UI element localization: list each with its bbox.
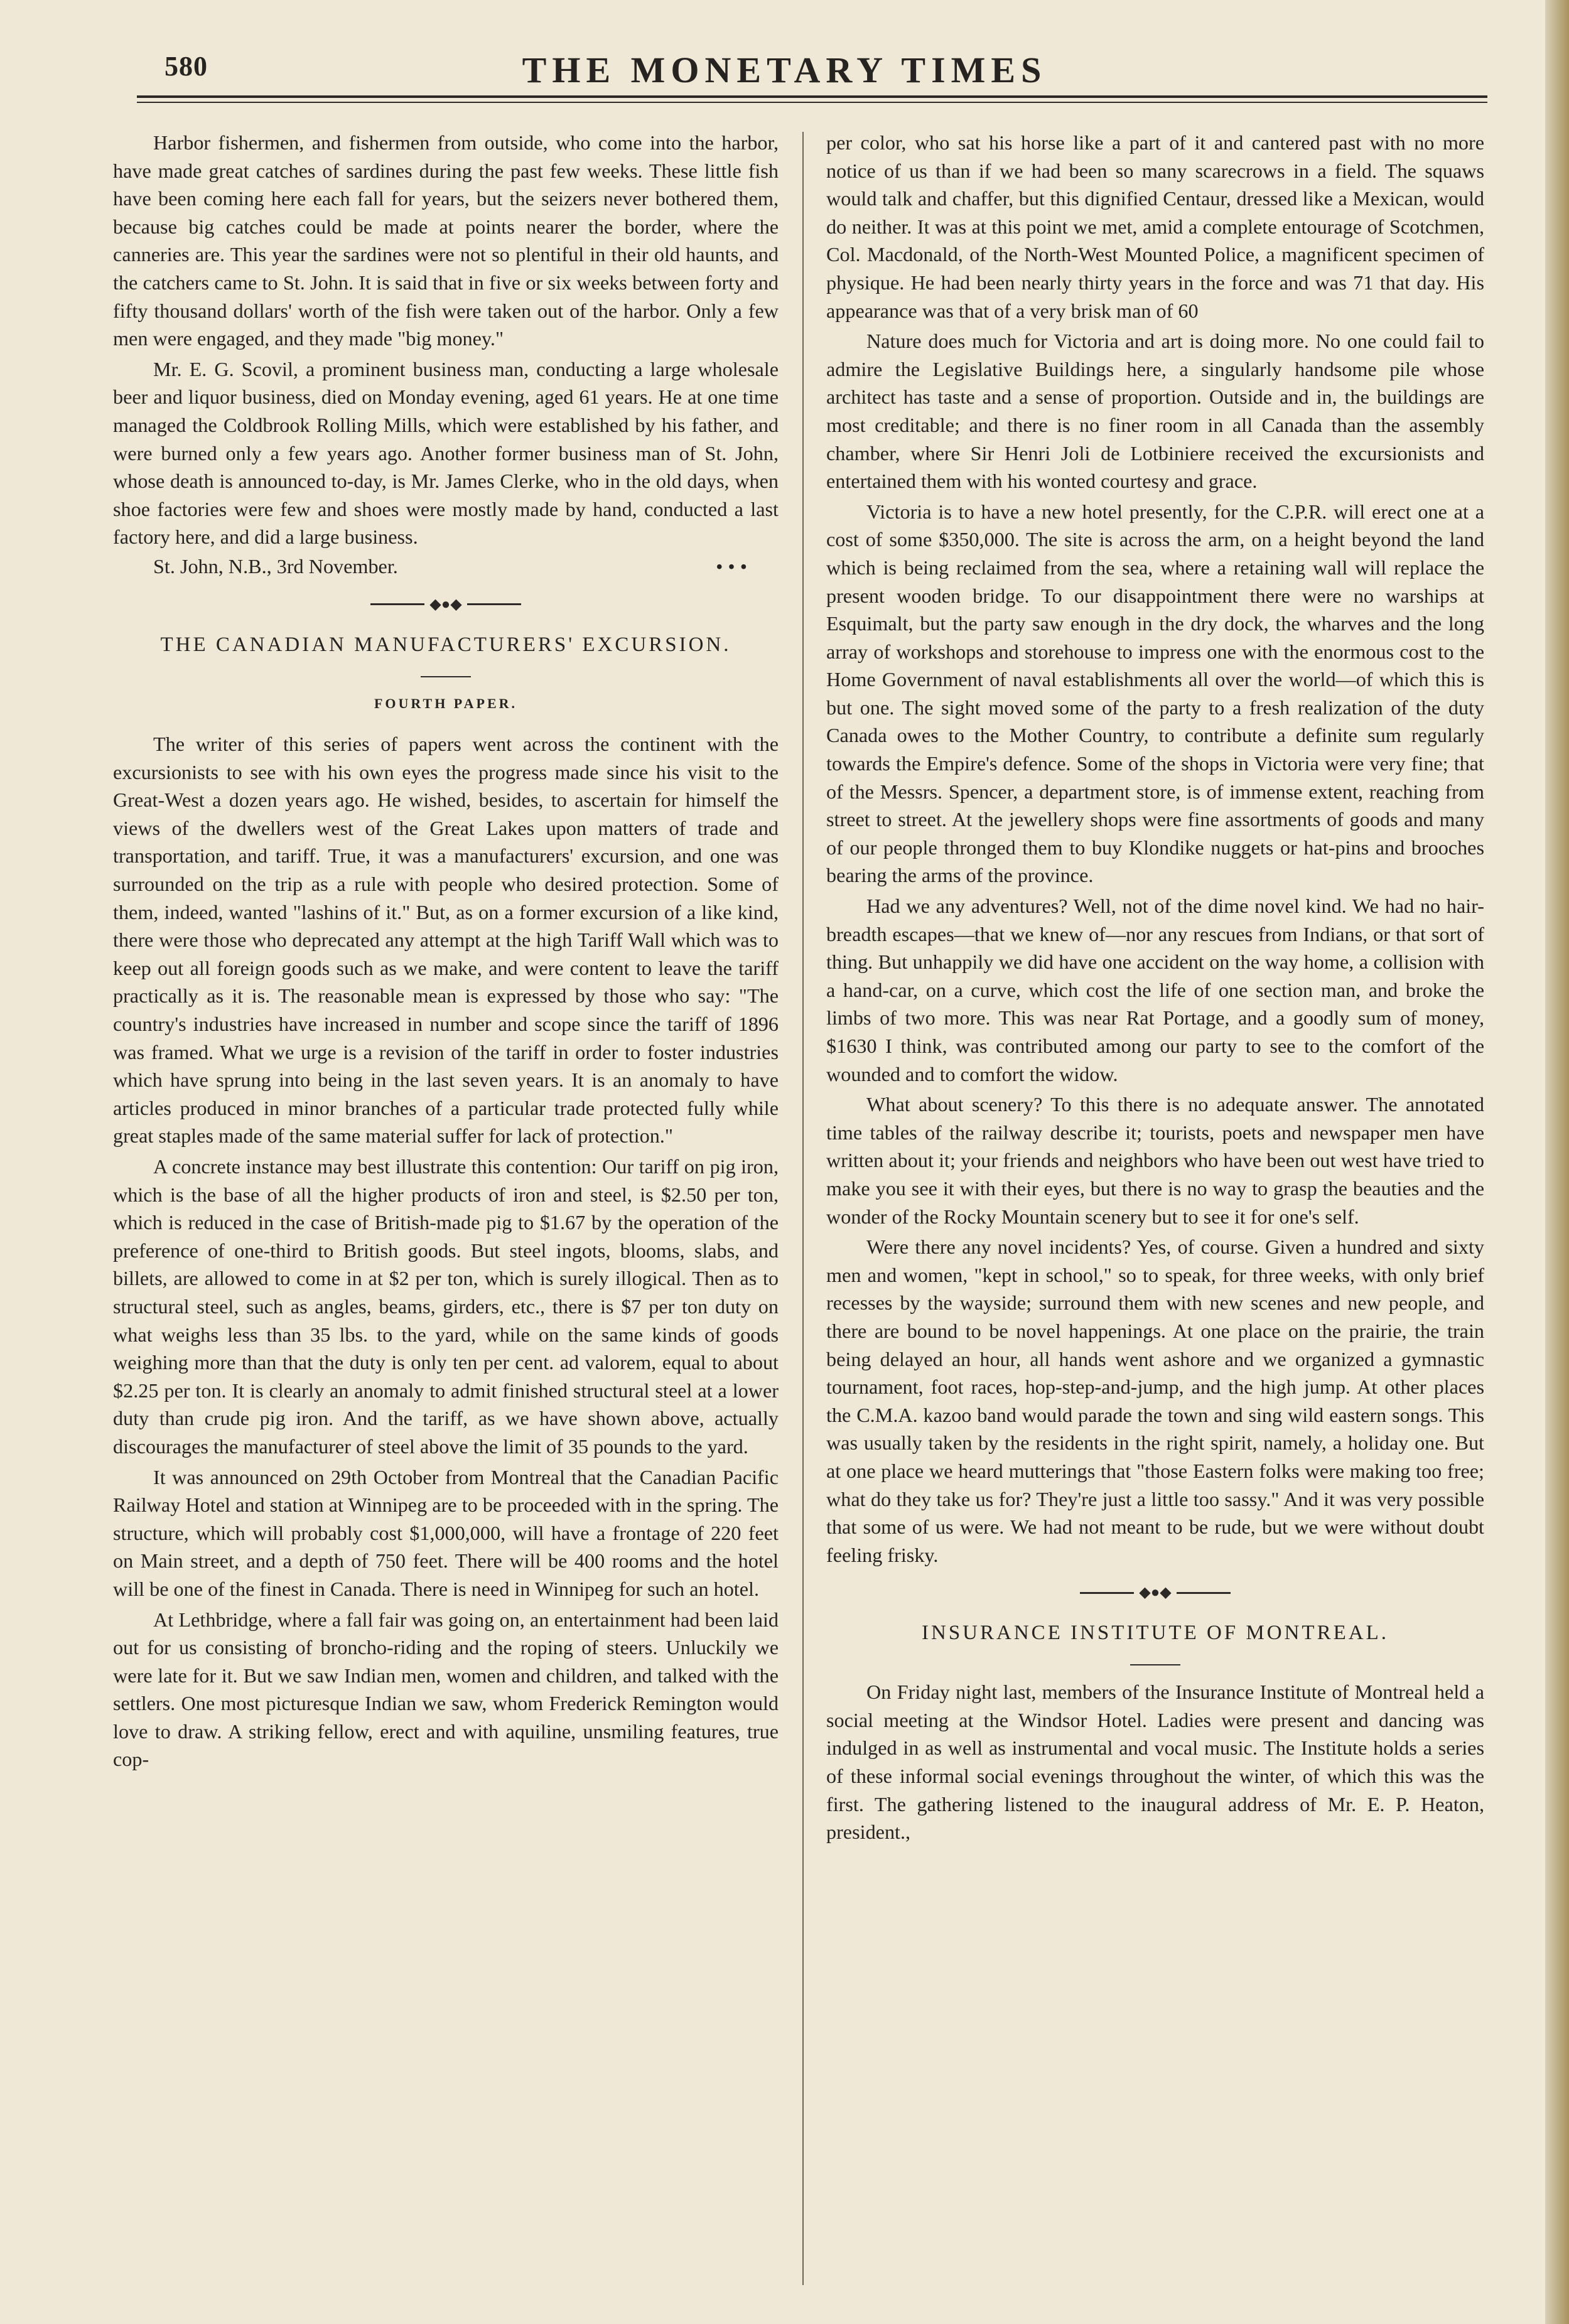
paragraph-incidents: Were there any novel incidents? Yes, of course. Given a hundred and sixty men and women, "kept in school," so to speak, for three weeks, with only brief recesses by the wayside; surround them with new scenes and new people, and there are bound to be novel happenings. At one place on the prairie, the train being delayed an hour, all hands went ashore and we organized a gymnastic tournament, foot races, hop-step-and-jump, and the high jump. At other places the C.M.A. kazoo band would parade the town and sing wild eastern songs. This was usually taken by the residents in the right spirit, namely, a holiday one. But at one place we heard mutterings that "those Eastern folks were making too free; what do they take us for? They're just a little too sassy." And it was very possible that some of us were. We had not meant to be rude, but we were without doubt feeling frisky. bbox=[826, 1235, 1484, 1566]
paragraph-victoria: Nature does much for Victoria and art is doing more. No one could fail to admire the Legislative Buildings here, a singularly handsome pile whose architect has taste and a sense of proportion. Outside and in, the buildings are most creditable; and there is no finer room in all Canada than the assembly chamber, where Sir Henri Joli de Lotbiniere received the excursionists and entertained them with his wonted courtesy and grace. bbox=[826, 330, 1484, 493]
masthead-rule-thin bbox=[137, 102, 1487, 103]
left-column bbox=[113, 129, 779, 1773]
paragraph-excursion-intro: The writer of this series of papers went across the continent with the excursionists to see with his own eyes the progress made since his visit to the Great-West a dozen years ago. He wished, besides, to ascertain for himself the views of the dwellers west of the Great Lakes upon matters of trade and transportation, and tariff. True, it was a manufacturers' excursion, and one was surrounded on the trip as a rule with people who desired protection. Some of them, indeed, wanted "lashins of it." But, as on a former excursion of a like kind, there were those who deprecated any attempt at the high Tariff Wall which was to keep out all foreign goods such as we make, and were content to leave the tariff practically as it is. The reasonable mean is expressed by those who say: "The country's industries have increased in number and scope since the tariff of 1896 was framed. What we urge is a revision of the tariff in order to foster industries which have sprung into being in the last seven years. It is an anomaly to have articles produced in minor branches of a particular trade protected fully while great staples made of the same material suffer for lack of protection." bbox=[113, 733, 779, 1148]
paragraph-tariff: A concrete instance may best illustrate this contention: Our tariff on pig iron, which is the base of all the higher products of iron and steel, is $2.50 per ton, which is reduced in the case of British-made pig to $1.67 by the operation of the preference of one-third to British goods. But steel ingots, blooms, slabs, and billets, are allowed to come in at $2 per ton, which is surely illogical. Then as to structural steel, such as angles, beams, girders, etc., there is $7 per ton duty on what weighs less than 35 lbs. to the yard, while on the same kinds of goods weighing more than that the duty is only ten per cent. ad valorem, equal to about $2.25 per ton. It is clearly an anomaly to admit finished structural steel at a lower duty than crude pig iron. And the tariff, as we have shown above, actually discourages the manufacturer of steel above the limit of 35 pounds to the yard. bbox=[113, 1155, 779, 1458]
title-rule bbox=[421, 676, 471, 677]
column-divider bbox=[802, 132, 804, 2285]
article-subtitle: FOURTH PAPER. bbox=[374, 695, 518, 711]
masthead-title: THE MONETARY TIMES bbox=[522, 50, 1047, 90]
paragraph-lethbridge: At Lethbridge, where a fall fair was going on, an entertainment had been laid out for us consisting of broncho-riding and the roping of steers. Unluckily we were late for it. But we saw Indian men, women and children, and talked with the settlers. One most picturesque Indian we saw, whom Frederick Remington would love to draw. A striking fellow, erect and with aquiline, unsmiling features, true cop- bbox=[113, 1608, 779, 1771]
paragraph-winnipeg-hotel: It was announced on 29th October from Montreal that the Canadian Pacific Railway Hotel and station at Winnipeg are to be proceeded with in the spring. The structure, which will probably cost $1,000,000, will have a frontage of 220 feet on Main street, and a depth of 750 feet. There will be 400 rooms and the hotel will be one of the finest in Canada. There is need in Winnipeg for such an hotel. bbox=[113, 1465, 779, 1600]
page-edge bbox=[1545, 0, 1569, 2324]
dateline bbox=[113, 552, 779, 581]
section-ornament: ◆●◆ bbox=[113, 597, 779, 612]
page-number: 580 bbox=[164, 51, 208, 82]
section-ornament-2: ◆●◆ bbox=[826, 1585, 1484, 1600]
article-title-insurance: INSURANCE INSTITUTE OF MONTREAL. bbox=[922, 1622, 1389, 1645]
dateline-place: St. John, N.B., 3rd November. bbox=[153, 554, 398, 578]
paragraph-adventures: Had we any adventures? Well, not of the dime novel kind. We had no hair-breadth escapes—that we knew of—nor any rescues from Indians, or that sort of thing. But unhappily we did have one accident on the way home, a collision with a hand-car, on a curve, which cost the life of one section man, and broke the limbs of two more. This was near Rat Portage, and a goodly sum of money, $1630 I think, was contributed among our party to see to the comfort of the wounded and to comfort the widow. bbox=[826, 895, 1484, 1085]
paragraph-new-hotel: Victoria is to have a new hotel presently, for the C.P.R. will erect one at a cost of some $350,000. The site is across the arm, on a height beyond the land which is being reclaimed from the sea, where a retaining wall will replace the present wooden bridge. To our disappointment there were no warships at Esquimalt, but the party saw enough in the dry dock, the wharves and the long array of workshops and storehouse to impress one with the enormous cost to the Home Government of naval establishments all over the world—of which this is but one. The sight moved some of the party to a fresh realization of the duty Canada owes to the Mother Country, to contribute a definite sum regularly towards the Empire's defence. Some of the shops in Victoria were very fine; that of the Messrs. Spencer, a department store, is of immense extent, reaching from street to street. At the jewellery shops were fine assortments of goods and many of our people thronged them to buy Klondike nuggets or hat-pins and brooches bearing the arms of the province. bbox=[826, 500, 1484, 887]
title-rule-2 bbox=[1130, 1664, 1180, 1665]
paragraph-scenery: What about scenery? To this there is no adequate answer. The annotated time tables of the railway describe it; tourists, poets and newspaper men have written about it; your friends and neighbors who have been out west have tried to make you see it with their eyes, but there is no way to grasp the beauties and the wonder of the Rocky Mountain scenery but to see it for one's self. bbox=[826, 1093, 1484, 1228]
dateline-mark: • • • bbox=[716, 554, 747, 578]
masthead-rule bbox=[137, 95, 1487, 98]
paragraph-insurance-institute: On Friday night last, members of the Insurance Institute of Montreal held a social meeting at the Windsor Hotel. Ladies were present and dancing was indulged in as well as instrumental and vocal music. The Institute holds a series of these informal social evenings throughout the winter, of which this was the first. The gathering listened to the inaugural address of Mr. E. P. Heaton, president., bbox=[826, 1681, 1484, 1844]
paragraph-scovil: Mr. E. G. Scovil, a prominent business man, conducting a large wholesale beer and liquor business, died on Monday evening, aged 61 years. He at one time managed the Coldbrook Rolling Mills, which were established by his father, and were burned only a few years ago. Another former business man of St. John, whose death is announced to-day, is Mr. James Clerke, who in the old days, when shoe factories were few and shoes were mostly made by hand, conducted a last factory here, and did a large business. bbox=[113, 357, 779, 549]
article-title-excursion: THE CANADIAN MANUFACTURERS' EXCURSION. bbox=[160, 633, 731, 656]
paragraph-sardines: Harbor fishermen, and fishermen from outside, who come into the harbor, have made great catches of sardines during the past few weeks. These little fish have been coming here each fall for years, but the seizers never bothered them, because big catches could be made at points nearer the border, where the canneries are. This year the sardines were not so plentiful in their old haunts, and the catchers came to St. John. It is said that in five or six weeks between forty and fifty thousand dollars' worth of the fish were taken out of the harbor. Only a few men were engaged, and they made "big money." bbox=[113, 131, 779, 350]
right-column bbox=[826, 129, 1484, 1846]
paragraph-centaur: per color, who sat his horse like a part of it and cantered past with no more notice of us than if we had been so many scarecrows in a field. The squaws would talk and chaffer, but this dignified Centaur, dressed like a Mexican, would do neither. It was at this point we met, amid a complete entourage of Scotchmen, Col. Macdonald, of the North-West Mounted Police, a magnificent specimen of physique. He had been nearly thirty years in the force and was 71 that day. His appearance was that of a very brisk man of 60 bbox=[826, 131, 1484, 322]
